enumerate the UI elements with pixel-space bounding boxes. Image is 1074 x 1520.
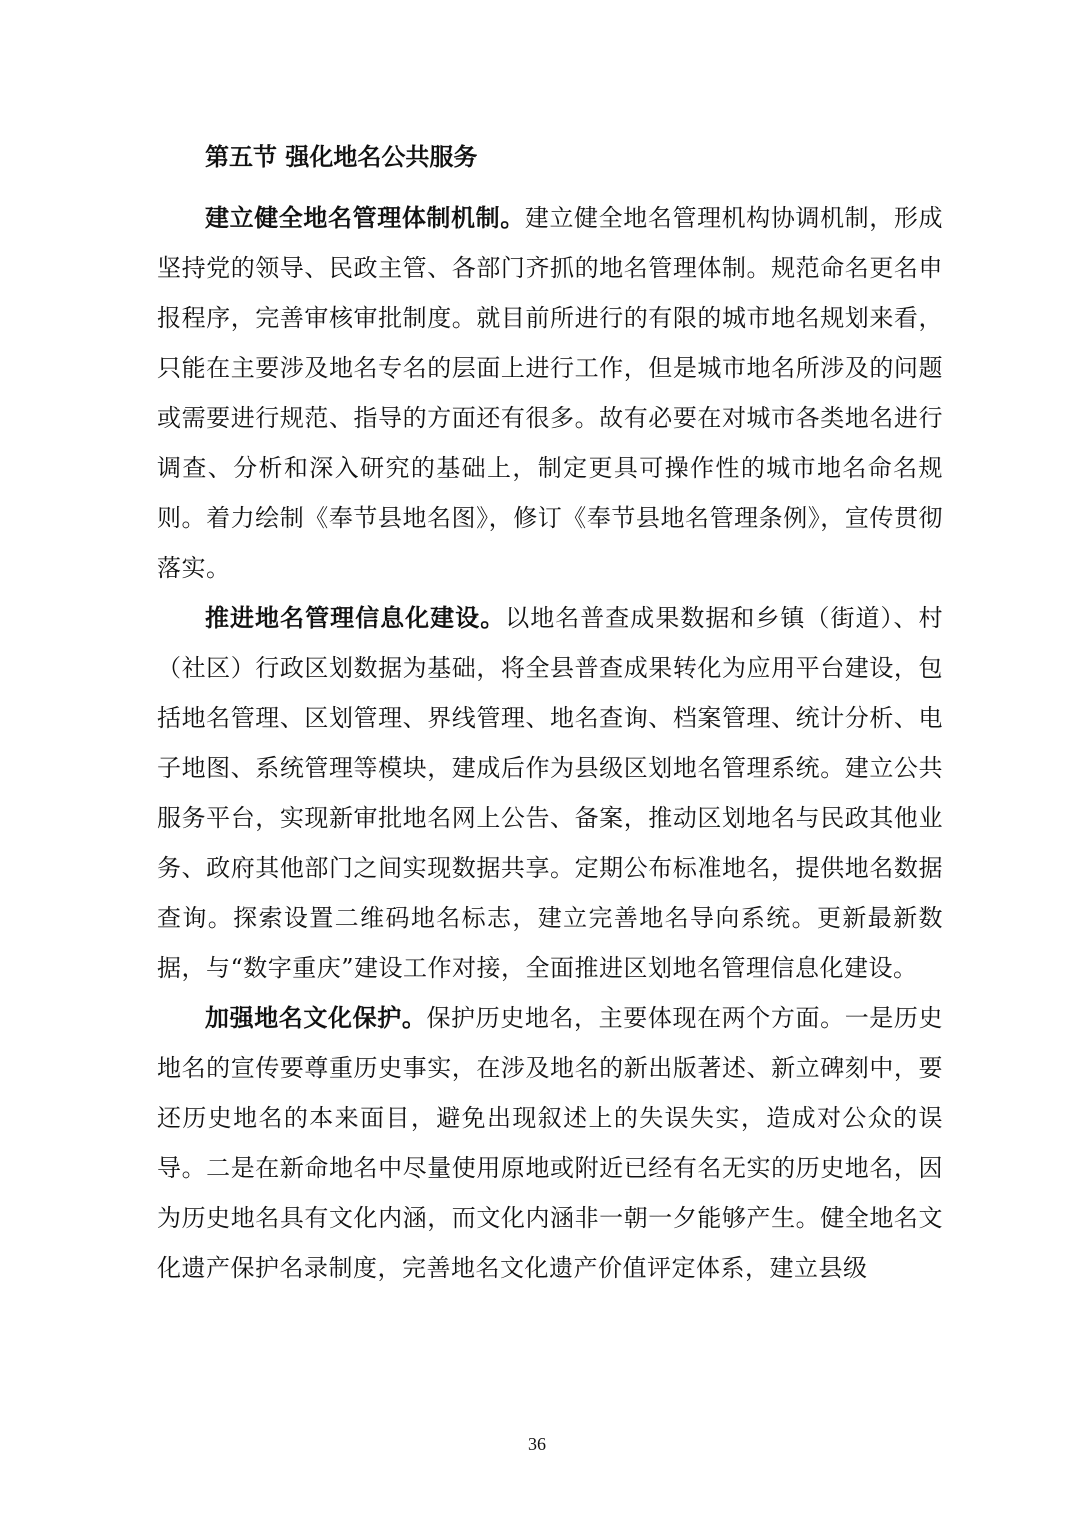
body-text (157, 193, 943, 1293)
section-title: 第五节 强化地名公共服务 (205, 142, 478, 171)
paragraph-lead: 建立健全地名管理体制机制。 (205, 203, 525, 232)
paragraph-culture-protection (157, 993, 943, 1293)
paragraph-lead: 推进地名管理信息化建设。 (205, 603, 506, 632)
paragraph-text: 以地名普查成果数据和乡镇（街道）、村（社区）行政区划数据为基础，将全县普查成果转化为应用平台建设，包括地名管理、区划管理、界线管理、地名查询、档案管理、统计分析、电子地图、系统管理等模块，建成后作为县级区划地名管理系统。建立公共服务平台，实现新审批地名网上公告、备案，推动区划地名与民政其他业务、政府其他部门之间实现数据共享。定期公布标准地名，提供地名数据查询。探索设置二维码地名标志，建立完善地名导向系统。更新最新数据，与“数字重庆”建设工作对接，全面推进区划地名管理信息化建设。 (157, 604, 944, 982)
paragraph-text: 保护历史地名，主要体现在两个方面。一是历史地名的宣传要尊重历史事实，在涉及地名的新出版著述、新立碑刻中，要还历史地名的本来面目，避免出现叙述上的失误失实，造成对公众的误导。二是在新命地名中尽量使用原地或附近已经有名无实的历史地名，因为历史地名具有文化内涵，而文化内涵非一朝一夕能够产生。健全地名文化遗产保护名录制度，完善地名文化遗产价值评定体系，建立县级 (157, 1004, 944, 1282)
paragraph-informatization (157, 593, 943, 993)
paragraph-lead: 加强地名文化保护。 (205, 1003, 427, 1032)
paragraph-management-system (157, 193, 943, 593)
paragraph-text: 建立健全地名管理机构协调机制，形成坚持党的领导、民政主管、各部门齐抓的地名管理体制。规范命名更名申报程序，完善审核审批制度。就目前所进行的有限的城市地名规划来看，只能在主要涉及地名专名的层面上进行工作，但是城市地名所涉及的问题或需要进行规范、指导的方面还有很多。故有必要在对城市各类地名进行调查、分析和深入研究的基础上，制定更具可操作性的城市地名命名规则。着力绘制《奉节县地名图》，修订《奉节县地名管理条例》，宣传贯彻落实。 (157, 204, 943, 582)
page-number: 36 (528, 1434, 546, 1454)
